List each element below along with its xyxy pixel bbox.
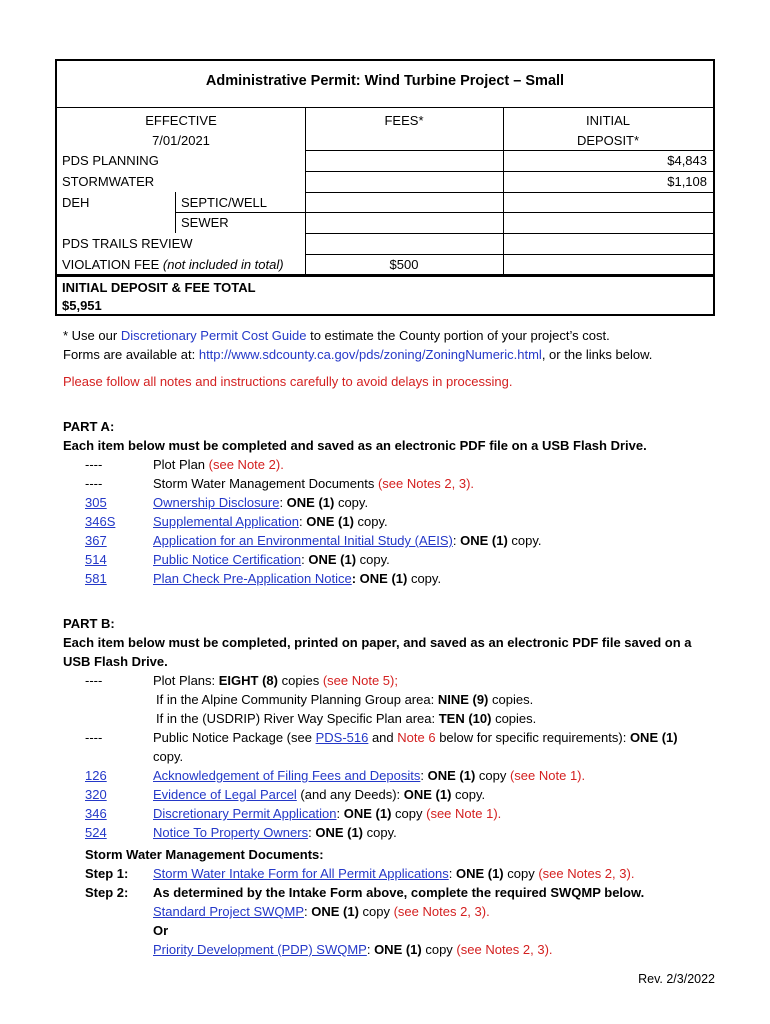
divider	[305, 192, 713, 193]
item-number: ----	[85, 730, 103, 745]
list-item: Notice To Property Owners: ONE (1) copy.	[153, 825, 397, 840]
cost-guide-link[interactable]: Discretionary Permit Cost Guide	[120, 328, 307, 343]
cost-guide-note: * Use our Discretionary Permit Cost Guide to estimate the County portion of your project’s cost.	[63, 328, 610, 343]
part-a-intro: Each item below must be completed and saved as an electronic PDF file on a USB Flash Drive.	[63, 438, 647, 453]
intake-form-link[interactable]: Storm Water Intake Form for All Permit Applications	[153, 866, 449, 881]
row-septic-well-label: SEPTIC/WELL	[181, 195, 267, 210]
row-stormwater-deposit: $1,108	[667, 174, 707, 189]
item-number: ----	[85, 457, 103, 472]
divider	[305, 107, 306, 275]
form-link[interactable]: Discretionary Permit Application	[153, 806, 337, 821]
total-row: INITIAL DEPOSIT & FEE TOTAL $5,951	[62, 280, 256, 313]
part-a-heading: PART A:	[63, 419, 115, 434]
form-link[interactable]: Application for an Environmental Initial Study (AEIS)	[153, 533, 453, 548]
or-label: Or	[153, 923, 169, 938]
pds-516-link[interactable]: PDS-516	[315, 730, 369, 745]
step-2-label: Step 2:	[85, 885, 129, 900]
step-1-label: Step 1:	[85, 866, 129, 881]
row-violation-fee: $500	[389, 257, 419, 272]
pdp-swqmp-link[interactable]: Priority Development (PDP) SWQMP	[153, 942, 367, 957]
permit-title: Administrative Permit: Wind Turbine Project – Small	[205, 73, 565, 89]
form-number-link[interactable]: 346	[85, 806, 107, 821]
divider	[305, 254, 713, 255]
item-number: ----	[85, 673, 103, 688]
fee-table	[55, 59, 715, 316]
standard-swqmp-link[interactable]: Standard Project SWQMP	[153, 904, 304, 919]
list-item: If in the Alpine Community Planning Group area: NINE (9) copies.	[156, 692, 534, 707]
form-number-link[interactable]: 524	[85, 825, 107, 840]
row-deh-label: DEH	[62, 195, 90, 210]
form-number-link[interactable]: 305	[85, 495, 107, 510]
form-link[interactable]: Plan Check Pre-Application Notice	[153, 571, 352, 586]
divider	[305, 171, 713, 172]
list-item: Standard Project SWQMP: ONE (1) copy (see Notes 2, 3).	[153, 904, 490, 919]
divider	[57, 274, 713, 277]
deposit-header: INITIAL DEPOSIT*	[576, 113, 640, 148]
form-number-link[interactable]: 367	[85, 533, 107, 548]
form-number-link[interactable]: 514	[85, 552, 107, 567]
forms-url-link[interactable]: http://www.sdcounty.ca.gov/pds/zoning/ZoningNumeric.html	[198, 347, 542, 362]
effective-header: EFFECTIVE 7/01/2021	[145, 113, 217, 148]
part-b-intro-cont: USB Flash Drive.	[63, 654, 168, 669]
list-item: If in the (USDRIP) River Way Specific Plan area: TEN (10) copies.	[156, 711, 537, 726]
step-2-text: As determined by the Intake Form above, complete the required SWQMP below.	[153, 885, 645, 900]
swm-heading: Storm Water Management Documents:	[85, 847, 324, 862]
row-sewer-label: SEWER	[181, 215, 229, 230]
form-number-link[interactable]: 346S	[85, 514, 116, 529]
form-number-link[interactable]: 320	[85, 787, 107, 802]
list-item: Discretionary Permit Application: ONE (1) copy (see Note 1).	[153, 806, 502, 821]
list-item: Evidence of Legal Parcel (and any Deeds): ONE (1) copy.	[153, 787, 486, 802]
divider	[57, 107, 713, 108]
item-number: ----	[85, 476, 103, 491]
row-pds-planning-label: PDS PLANNING	[62, 153, 159, 168]
forms-note: Forms are available at: http://www.sdcounty.ca.gov/pds/zoning/ZoningNumeric.html, or the links below.	[63, 347, 653, 362]
form-number-link[interactable]: 126	[85, 768, 107, 783]
list-item: Storm Water Management Documents (see Notes 2, 3).	[153, 476, 475, 491]
list-item: Plan Check Pre-Application Notice: ONE (1) copy.	[153, 571, 442, 586]
list-item: Acknowledgement of Filing Fees and Deposits: ONE (1) copy (see Note 1).	[153, 768, 586, 783]
list-item: Public Notice Certification: ONE (1) copy.	[153, 552, 390, 567]
list-item: Storm Water Intake Form for All Permit Applications: ONE (1) copy (see Notes 2, 3).	[153, 866, 635, 881]
list-item: Public Notice Package (see PDS-516 and Note 6 below for specific requirements): ONE (1)	[153, 730, 678, 745]
list-item: Priority Development (PDP) SWQMP: ONE (1) copy (see Notes 2, 3).	[153, 942, 553, 957]
revision-date: Rev. 2/3/2022	[638, 972, 715, 986]
row-pds-planning-deposit: $4,843	[667, 153, 707, 168]
form-link[interactable]: Ownership Disclosure	[153, 495, 280, 510]
fees-header: FEES*	[384, 113, 424, 128]
list-item: Plot Plans: EIGHT (8) copies (see Note 5);	[153, 673, 398, 688]
part-b-intro: Each item below must be completed, printed on paper, and saved as an electronic PDF file saved on a	[63, 635, 692, 650]
divider	[305, 150, 713, 151]
divider	[305, 233, 713, 234]
list-item: copy.	[153, 749, 184, 764]
list-item: Ownership Disclosure: ONE (1) copy.	[153, 495, 369, 510]
list-item: Application for an Environmental Initial Study (AEIS): ONE (1) copy.	[153, 533, 542, 548]
part-b-heading: PART B:	[63, 616, 115, 631]
form-link[interactable]: Public Notice Certification	[153, 552, 302, 567]
row-violation-label: VIOLATION FEE (not included in total)	[62, 257, 284, 272]
form-link[interactable]: Notice To Property Owners	[153, 825, 309, 840]
row-trails-label: PDS TRAILS REVIEW	[62, 236, 193, 251]
form-link[interactable]: Evidence of Legal Parcel	[153, 787, 297, 802]
form-link[interactable]: Supplemental Application	[153, 514, 299, 529]
warning-note: Please follow all notes and instructions carefully to avoid delays in processing.	[63, 374, 513, 389]
list-item: Plot Plan (see Note 2).	[153, 457, 284, 472]
row-stormwater-label: STORMWATER	[62, 174, 155, 189]
list-item: Supplemental Application: ONE (1) copy.	[153, 514, 388, 529]
form-number-link[interactable]: 581	[85, 571, 107, 586]
divider	[175, 212, 713, 213]
form-link[interactable]: Acknowledgement of Filing Fees and Deposits	[153, 768, 421, 783]
